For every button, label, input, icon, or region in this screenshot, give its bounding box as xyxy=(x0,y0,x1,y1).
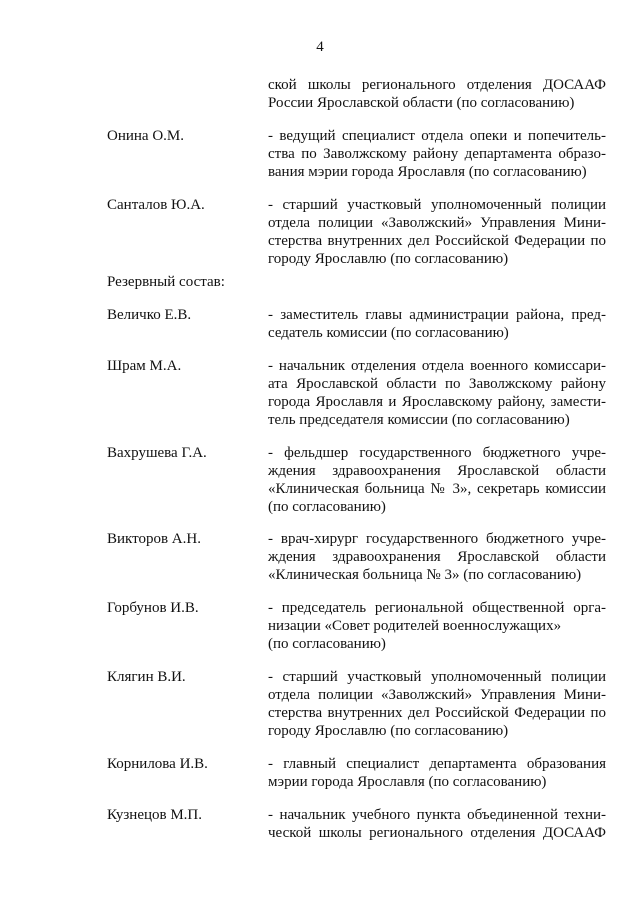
member-role-line: - старший участковый уполномоченный полиции xyxy=(268,197,606,213)
reserve-role-line: (по согласованию) xyxy=(268,499,386,515)
member-role-line: вания мэрии города Ярославля (по согласованию) xyxy=(268,164,587,180)
reserve-role-line: «Клиническая больница № 3», секретарь комиссии xyxy=(268,481,606,497)
reserve-role-line: стерства внутренних дел Российской Федерации по xyxy=(268,705,606,721)
reserve-role-line: - заместитель главы администрации района, пред- xyxy=(268,307,606,323)
member-role-line: - ведущий специалист отдела опеки и попечитель- xyxy=(268,128,606,144)
reserve-role-line: седатель комиссии (по согласованию) xyxy=(268,325,509,341)
reserve-name: Горбунов И.В. xyxy=(107,600,199,616)
reserve-name: Шрам М.А. xyxy=(107,358,182,374)
reserve-role-line: низации «Совет родителей военнослужащих» xyxy=(268,618,562,634)
reserve-role-line: отдела полиции «Заволжский» Управления Мини- xyxy=(268,687,606,703)
reserve-role-line: - врач-хирург государственного бюджетного учре- xyxy=(268,531,606,547)
reserve-role-line: города Ярославля и Ярославскому району, замести- xyxy=(268,394,606,410)
reserve-role-line: мэрии города Ярославля (по согласованию) xyxy=(268,774,547,790)
member-role-line: городу Ярославлю (по согласованию) xyxy=(268,251,509,267)
reserve-role-line: городу Ярославлю (по согласованию) xyxy=(268,723,509,739)
reserve-role-line: - главный специалист департамента образования xyxy=(268,756,606,772)
reserve-role-line: - фельдшер государственного бюджетного учре- xyxy=(268,445,606,461)
continuation-line: России Ярославской области (по согласованию) xyxy=(268,95,575,111)
reserve-name: Викторов А.Н. xyxy=(107,531,201,547)
reserve-name: Корнилова И.В. xyxy=(107,756,208,772)
reserve-role-line: ческой школы регионального отделения ДОСААФ xyxy=(268,825,606,841)
reserve-role-line: ата Ярославской области по Заволжскому району xyxy=(268,376,606,392)
reserve-role-line: тель председателя комиссии (по согласованию) xyxy=(268,412,570,428)
reserve-role-line: ждения здравоохранения Ярославской области xyxy=(268,549,606,565)
reserve-name: Величко Е.В. xyxy=(107,307,192,323)
member-role-line: отдела полиции «Заволжский» Управления Мини- xyxy=(268,215,606,231)
reserve-role-line: ждения здравоохранения Ярославской области xyxy=(268,463,606,479)
reserve-role-line: - начальник отделения отдела военного комиссари- xyxy=(268,358,606,374)
reserve-role-line: (по согласованию) xyxy=(268,636,386,652)
reserve-heading: Резервный состав: xyxy=(107,274,225,290)
member-role-line: ства по Заволжскому району департамента образо- xyxy=(268,146,606,162)
reserve-name: Кузнецов М.П. xyxy=(107,807,203,823)
reserve-name: Клягин В.И. xyxy=(107,669,186,685)
continuation-line: ской школы регионального отделения ДОСААФ xyxy=(268,77,606,93)
reserve-name: Вахрушева Г.А. xyxy=(107,445,207,461)
reserve-role-line: - председатель региональной общественной орга- xyxy=(268,600,606,616)
reserve-role-line: - старший участковый уполномоченный полиции xyxy=(268,669,606,685)
member-name: Санталов Ю.А. xyxy=(107,197,205,213)
page-number: 4 xyxy=(316,39,324,55)
reserve-role-line: - начальник учебного пункта объединенной техни- xyxy=(268,807,606,823)
member-name: Онина О.М. xyxy=(107,128,184,144)
member-role-line: стерства внутренних дел Российской Федерации по xyxy=(268,233,606,249)
reserve-role-line: «Клиническая больница № 3» (по согласованию) xyxy=(268,567,582,583)
